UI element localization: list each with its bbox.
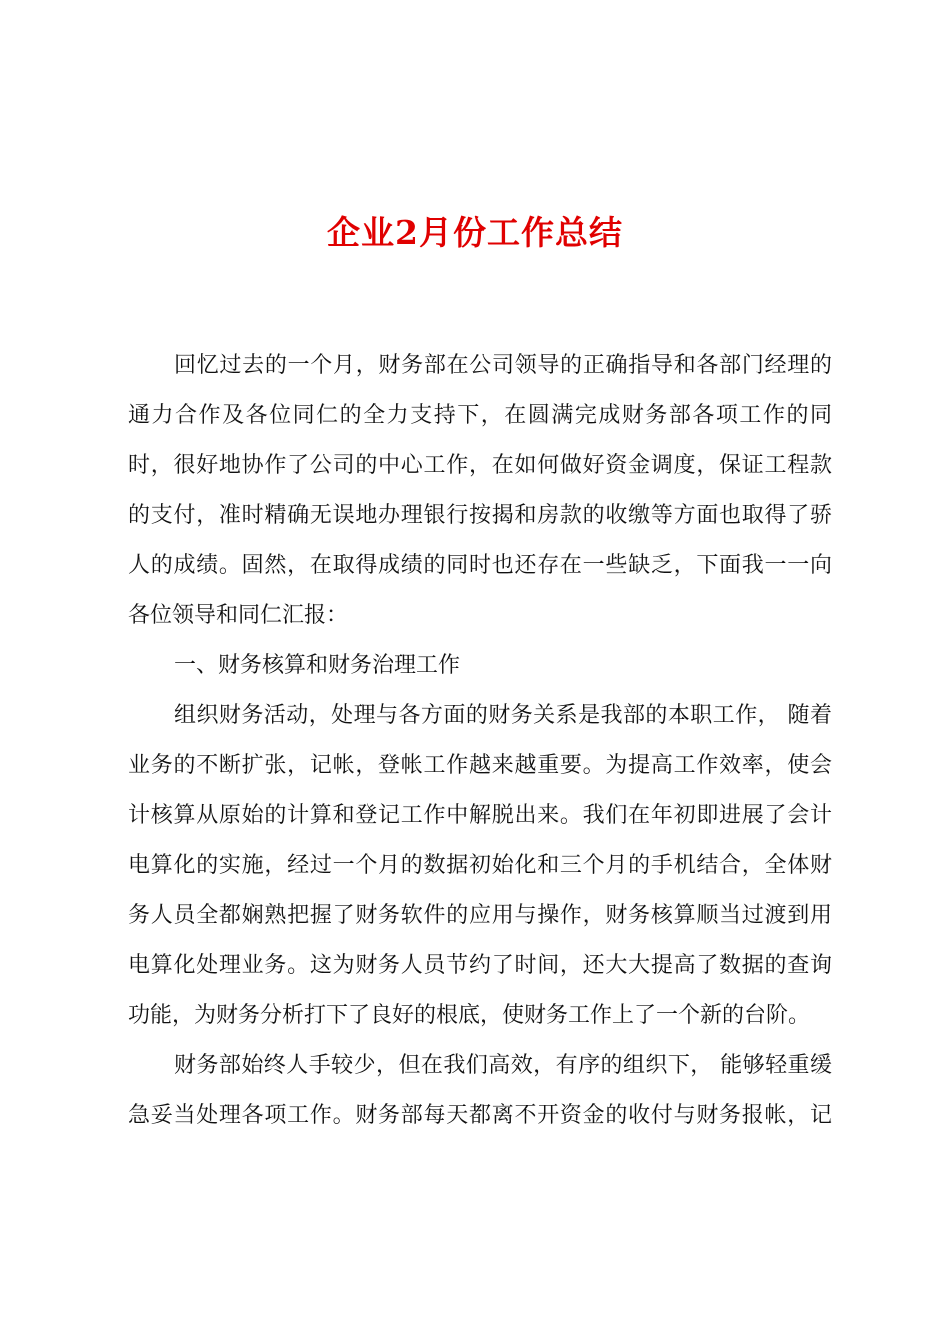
paragraph-1-line-1: 回忆过去的一个月，财务部在公司领导的正确指导和各部门经理的 [174,353,832,378]
paragraph-2-line-1: 组织财务活动，处理与各方面的财务关系是我部的本职工作， 随着 [174,703,832,728]
paragraph-2-line-5: 务人员全都娴熟把握了财务软件的应用与操作，财务核算顺当过渡到用 [128,903,832,928]
paragraph-1-line-4: 的支付，准时精确无误地办理银行按揭和房款的收缴等方面也取得了骄 [128,503,832,528]
paragraph-1-line-3: 时，很好地协作了公司的中心工作，在如何做好资金调度，保证工程款 [128,453,832,478]
section-heading-1: 一、财务核算和财务治理工作 [174,653,461,678]
paragraph-2-line-2: 业务的不断扩张，记帐，登帐工作越来越重要。为提高工作效率，使会 [128,753,832,778]
document-body [128,341,832,1141]
paragraph-3-line-2: 急妥当处理各项工作。财务部每天都离不开资金的收付与财务报帐，记 [128,1103,832,1128]
paragraph-1-line-6: 各位领导和同仁汇报： [128,603,349,628]
paragraph-2-line-4: 电算化的实施，经过一个月的数据初始化和三个月的手机结合，全体财 [128,853,832,878]
document-title: 企业2月份工作总结 [327,213,623,252]
paragraph-2-line-6: 电算化处理业务。这为财务人员节约了时间，还大大提高了数据的查询 [128,953,832,978]
paragraph-2-line-7: 功能，为财务分析打下了良好的根底，使财务工作上了一个新的台阶。 [128,1003,811,1028]
paragraph-1-line-2: 通力合作及各位同仁的全力支持下，在圆满完成财务部各项工作的同 [128,403,832,428]
paragraph-3-line-1: 财务部始终人手较少，但在我们高效，有序的组织下， 能够轻重缓 [174,1053,832,1078]
paragraph-1-line-5: 人的成绩。固然，在取得成绩的同时也还存在一些缺乏，下面我一一向 [128,553,832,578]
paragraph-2-line-3: 计核算从原始的计算和登记工作中解脱出来。我们在年初即进展了会计 [128,803,832,828]
